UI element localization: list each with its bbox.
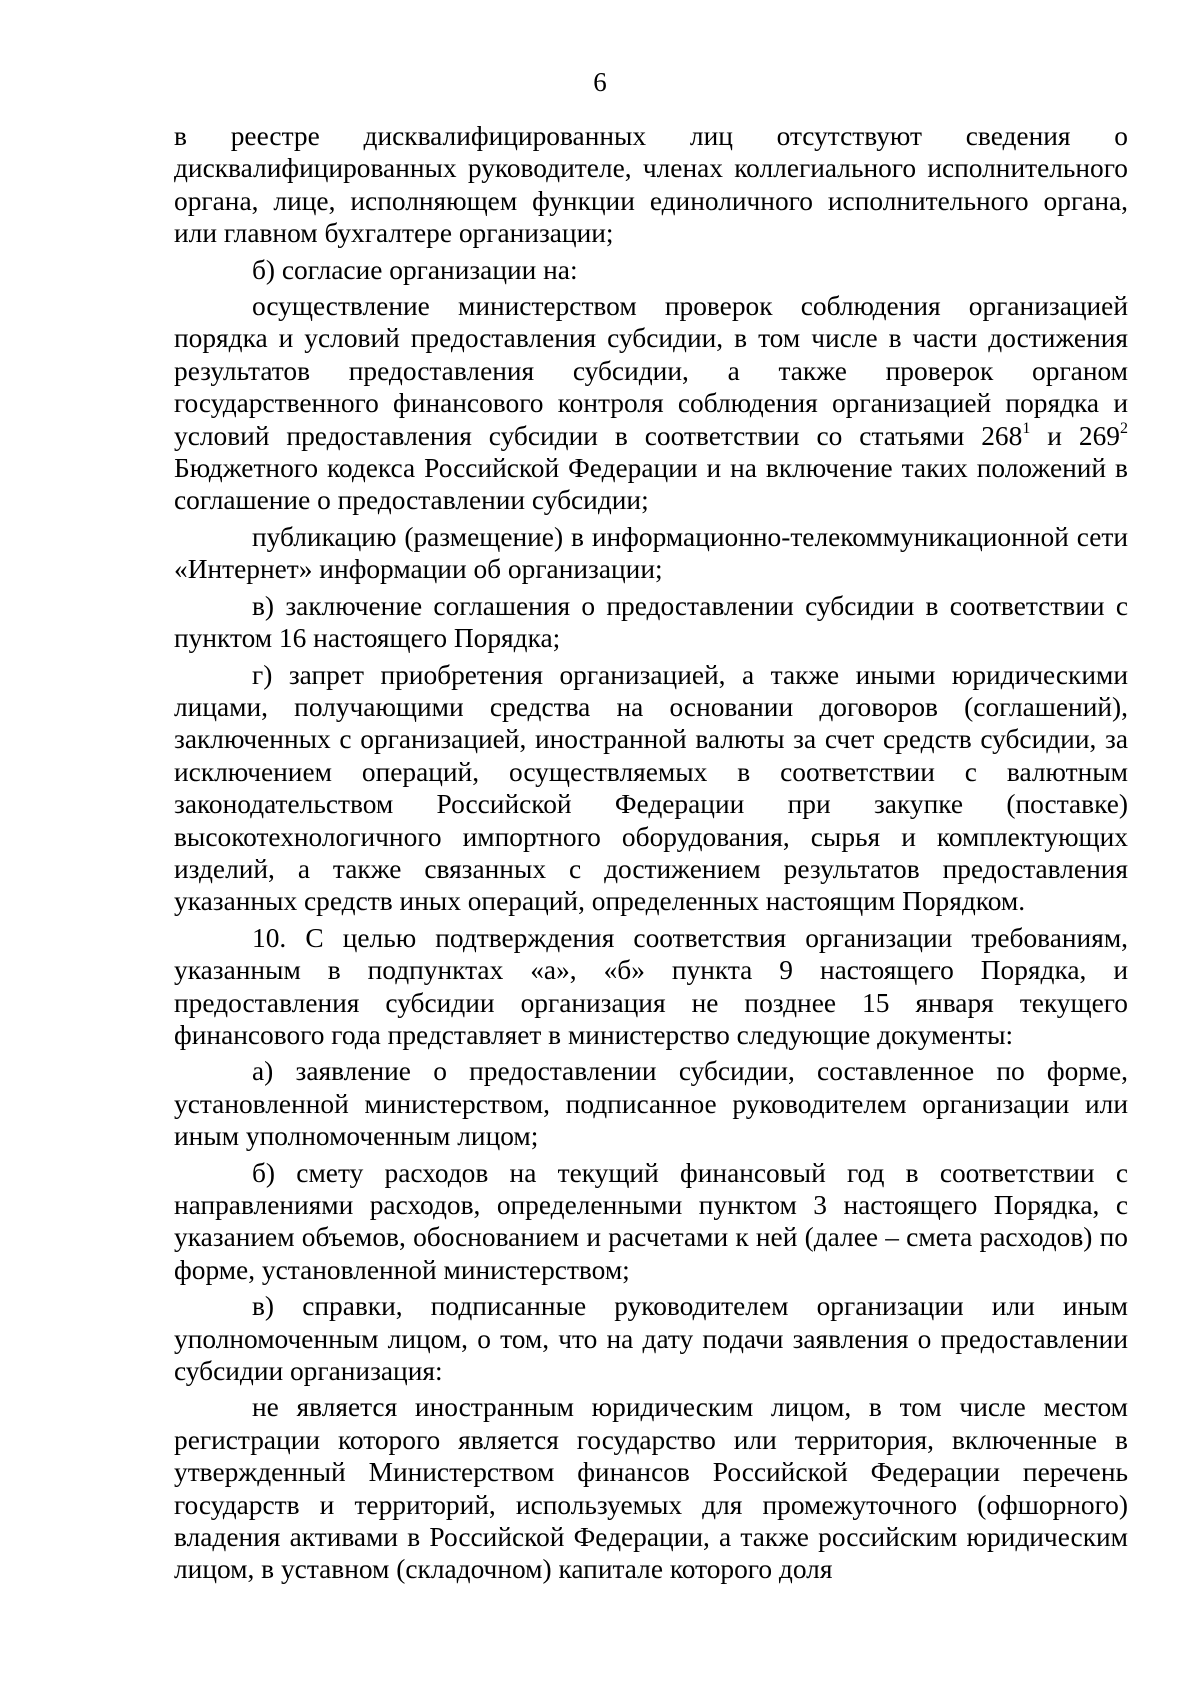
paragraph-inspections xyxy=(174,290,1128,517)
paragraph-consent-heading: б) согласие организации на: xyxy=(252,254,578,285)
article-269-superscript: 2 xyxy=(1120,419,1128,437)
article-268: 268 xyxy=(981,420,1023,451)
page-number: 6 xyxy=(593,67,607,97)
paragraph-agreement: в) заключение соглашения о предоставлении субсидии в соответствии с пунктом 16 настоящего Порядка; xyxy=(174,590,1128,654)
paragraph-certificates: в) справки, подписанные руководителем организации или иным уполномоченным лицом, о том, что на дату подачи заявления о предоставлении субсидии организация: xyxy=(174,1291,1128,1387)
article-268-superscript: 1 xyxy=(1022,419,1031,437)
paragraph-application: а) заявление о предоставлении субсидии, составленное по форме, установленной министерством, подписанное руководителем организации или иным уполномоченным лицом; xyxy=(174,1056,1128,1152)
paragraph-disqualified-registry: в реестре дисквалифицированных лиц отсутствуют сведения о дисквалифицированных руководителе, членах коллегиального исполнительного органа, лице, исполняющем функции единоличного исполнительного органа, или главном бухгалтере организации; xyxy=(174,121,1128,249)
inspections-text: осуществление министерством проверок соблюдения организацией порядка и условий предоставления субсидии, в том числе в части достижения результатов предоставления субсидии, а также проверок органом государственного финансового контроля соблюдения организацией порядка и условий предоставления субсидии в соответствии со статьями xyxy=(174,291,1128,451)
paragraph-item-10: 10. С целью подтверждения соответствия организации требованиям, указанным в подпунктах «а», «б» пункта 9 настоящего Порядка, и предоставления субсидии организация не позднее 15 января текущего финансового года представляет в министерство следующие документы: xyxy=(174,922,1128,1050)
paragraph-cost-estimate: б) смету расходов на текущий финансовый год в соответствии с направлениями расходов, определенными пунктом 3 настоящего Порядка, с указанием объемов, обоснованием и расчетами к ней (далее – смета расходов) по форме, установленной министерством; xyxy=(174,1157,1128,1285)
paragraph-currency-ban: г) запрет приобретения организацией, а также иными юридическими лицами, получающими средства на основании договоров (соглашений), заключенных с организацией, иностранной валюты за счет средств субсидии, за исключением операций, осуществляемых в соответствии с валютным законодательством Российской Федерации при закупке (поставке) высокотехнологичного импортного оборудования, сырья и комплектующих изделий, а также связанных с достижением результатов предоставления указанных средств иных операций, определенных настоящим Порядком. xyxy=(174,659,1128,917)
document-body xyxy=(174,120,1128,1590)
paragraph-publication: публикацию (размещение) в информационно-телекоммуникационной сети «Интернет» информации об организации; xyxy=(174,521,1128,585)
inspections-tail: Бюджетного кодекса Российской Федерации и на включение таких положений в соглашение о предоставлении субсидии; xyxy=(174,453,1128,516)
articles-conjunction: и xyxy=(1030,420,1079,451)
article-269: 269 xyxy=(1078,420,1120,451)
paragraph-not-foreign-entity: не является иностранным юридическим лицом, в том числе местом регистрации которого является государство или территория, включенные в утвержденный Министерством финансов Российской Федерации перечень государств и территорий, используемых для промежуточного (офшорного) владения активами в Российской Федерации, а также российским юридическим лицом, в уставном (складочном) капитале которого доля xyxy=(174,1392,1128,1585)
